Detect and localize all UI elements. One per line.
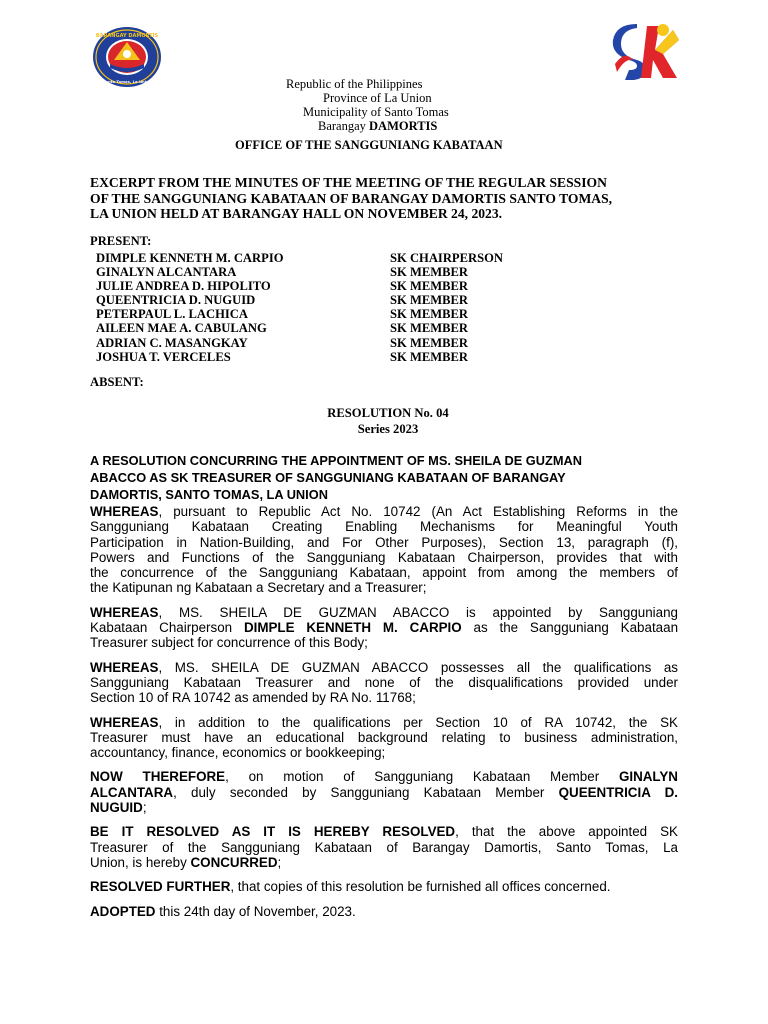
member-position: SK MEMBER [390, 321, 469, 336]
roster-row [96, 321, 576, 335]
bold-text: BE IT RESOLVED AS IT IS HEREBY RESOLVED [90, 824, 456, 840]
paragraph-line [90, 855, 678, 870]
paragraph-line [90, 785, 678, 800]
member-name: ADRIAN C. MASANGKAY [96, 335, 248, 350]
municipality-line: Municipality of Santo Tomas [303, 105, 449, 119]
paragraph-line [90, 690, 678, 705]
paragraph-line [90, 535, 678, 550]
text-run: , pursuant to Republic Act No. 10742 (An Act Establishing Reforms in the [158, 504, 678, 519]
paragraph-line [90, 605, 678, 620]
resolution-paragraph [90, 904, 678, 919]
paragraph-line [90, 519, 678, 534]
text-run: , in addition to the qualifications per Section 10 of RA 10742, the SK [158, 714, 678, 730]
bold-text: WHEREAS [90, 504, 159, 519]
resolution-number: RESOLUTION No. 04 [327, 406, 449, 420]
resolution-paragraph [90, 769, 678, 815]
seal-top-text: BARANGAY DAMORTIS [95, 33, 159, 39]
text-run: ; [277, 854, 282, 870]
paragraph-line [90, 660, 678, 675]
paragraph-line [90, 635, 678, 650]
text-run: Powers and Functions of the Sangguniang Kabataan Chairperson, provides that with [90, 549, 678, 565]
bold-text: CONCURRED [190, 854, 278, 870]
bold-text: ALCANTARA [90, 784, 174, 800]
bold-text: ADOPTED [90, 903, 156, 919]
text-run: accountancy, finance, economics or bookkeeping; [90, 745, 386, 761]
bold-text: WHEREAS [90, 604, 159, 620]
text-run: , MS. SHEILA DE GUZMAN ABACCO possesses all the qualifications as [158, 659, 678, 675]
resolution-series: Series 2023 [357, 422, 419, 436]
text-run: , on motion of Sangguniang Kabataan Member [225, 769, 619, 785]
barangay-line [318, 119, 437, 133]
bold-text: GINALYN [618, 769, 678, 785]
barangay-prefix: Barangay [318, 119, 370, 133]
text-run: Sangguniang Kabataan Treasurer and none of the disqualifications provided under [90, 674, 678, 690]
sk-logo-letters: SK [643, 86, 645, 87]
resolution-paragraph [90, 605, 678, 651]
text-run: Participation in Nation-Building, and For Other Purposes), Section 13, paragraph (f), [90, 534, 678, 550]
excerpt-heading [90, 175, 690, 222]
bold-text: QUEENTRICIA D. [558, 784, 678, 800]
bold-text: RESOLVED FURTHER [90, 879, 231, 895]
sk-logo-icon [607, 20, 681, 86]
republic-line: Republic of the Philippines [286, 77, 423, 91]
resolution-paragraph [90, 824, 678, 870]
text-run: Treasurer of the Sangguniang Kabataan of Barangay Damortis, Santo Tomas, La [90, 839, 678, 855]
text-run: Kabataan Chairperson [90, 620, 244, 636]
resolution-title-line: DAMORTIS, SANTO TOMAS, LA UNION [90, 487, 328, 502]
bold-text: WHEREAS [90, 714, 159, 730]
member-name: GINALYN ALCANTARA [96, 265, 237, 280]
text-run: , duly seconded by Sangguniang Kabataan Member [173, 784, 559, 800]
paragraph-line [90, 824, 678, 839]
roster-row [96, 279, 576, 293]
member-position: SK MEMBER [390, 349, 469, 364]
bold-text: DIMPLE KENNETH M. CARPIO [243, 620, 462, 636]
text-run: the concurrence of the Sangguniang Kabataan, appoint from among the members of [90, 565, 678, 581]
barangay-name: DAMORTIS [369, 119, 438, 133]
member-name: QUEENTRICIA D. NUGUID [96, 293, 256, 308]
member-name: AILEEN MAE A. CABULANG [96, 321, 267, 336]
roster-row [96, 336, 576, 350]
member-position: SK MEMBER [390, 335, 469, 350]
paragraph-line [90, 904, 678, 919]
paragraph-line [90, 550, 678, 565]
absent-label: ABSENT: [90, 375, 144, 389]
text-run: this 24th day of November, 2023. [155, 903, 356, 919]
text-run: Section 10 of RA 10742 as amended by RA No. 11768; [90, 690, 416, 706]
text-run: , MS. SHEILA DE GUZMAN ABACCO is appointed by Sangguniang [158, 604, 678, 620]
member-name: JULIE ANDREA D. HIPOLITO [96, 279, 271, 294]
text-run: , that the above appointed SK [455, 824, 678, 840]
paragraph-line [90, 730, 678, 745]
paragraph-line [90, 504, 678, 519]
text-run: Union, is hereby [90, 854, 191, 870]
excerpt-line: OF THE SANGGUNIANG KABATAAN OF BARANGAY DAMORTIS SANTO TOMAS, [90, 190, 613, 206]
text-run: , that copies of this resolution be furnished all offices concerned. [230, 879, 611, 895]
resolution-paragraph [90, 879, 678, 894]
member-position: SK CHAIRPERSON [390, 251, 504, 265]
text-run: as the Sangguniang Kabataan [461, 620, 679, 636]
paragraph-line [90, 879, 678, 894]
paragraph-line [90, 675, 678, 690]
paragraph-line [90, 800, 678, 815]
paragraph-line [90, 715, 678, 730]
roster-row [96, 307, 576, 321]
resolution-paragraph [90, 660, 678, 706]
seal-bottom-text: Santo Tomas, La Union [102, 79, 152, 84]
member-name: JOSHUA T. VERCELES [96, 349, 231, 364]
excerpt-line: EXCERPT FROM THE MINUTES OF THE MEETING OF THE REGULAR SESSION [90, 175, 607, 190]
bold-text: WHEREAS [90, 659, 159, 675]
bold-text: NOW THEREFORE [90, 769, 226, 785]
bold-text: NUGUID [90, 800, 143, 816]
paragraph-line [90, 840, 678, 855]
member-position: SK MEMBER [390, 293, 469, 308]
member-position: SK MEMBER [390, 279, 469, 294]
attendance-roster [96, 251, 576, 364]
roster-row [96, 265, 576, 279]
resolution-paragraph [90, 504, 678, 596]
text-run: ; [142, 800, 147, 816]
present-label: PRESENT: [90, 234, 152, 248]
text-run: Treasurer must have an educational background relating to business administration, [90, 729, 678, 745]
roster-row [96, 251, 576, 265]
paragraph-line [90, 565, 678, 580]
member-position: SK MEMBER [390, 265, 469, 280]
resolution-title-line: ABACCO AS SK TREASURER OF SANGGUNIANG KABATAAN OF BARANGAY [90, 470, 566, 485]
paragraph-line [90, 580, 678, 595]
paragraph-line [90, 769, 678, 784]
text-run: Sangguniang Kabataan Creating Enabling Mechanisms for Meaningful Youth [90, 519, 678, 535]
resolution-body [90, 504, 678, 928]
paragraph-line [90, 745, 678, 760]
roster-row [96, 293, 576, 307]
resolution-title-line: A RESOLUTION CONCURRING THE APPOINTMENT OF MS. SHEILA DE GUZMAN [90, 453, 582, 468]
office-heading: OFFICE OF THE SANGGUNIANG KABATAAN [235, 138, 503, 152]
resolution-title [90, 452, 680, 503]
roster-row [96, 350, 576, 364]
text-run: Treasurer subject for concurrence of this Body; [90, 635, 368, 651]
text-run: the Katipunan ng Kabataan a Secretary and a Treasurer; [90, 580, 427, 596]
resolution-number-block [0, 405, 768, 437]
resolution-paragraph [90, 715, 678, 761]
excerpt-line: LA UNION HELD AT BARANGAY HALL ON NOVEMBER 24, 2023. [90, 206, 503, 221]
member-position: SK MEMBER [390, 307, 469, 322]
member-name: PETERPAUL L. LACHICA [96, 307, 248, 322]
barangay-damortis-seal-icon [92, 26, 162, 88]
province-line: Province of La Union [323, 91, 432, 105]
member-name: DIMPLE KENNETH M. CARPIO [96, 251, 284, 265]
paragraph-line [90, 620, 678, 635]
